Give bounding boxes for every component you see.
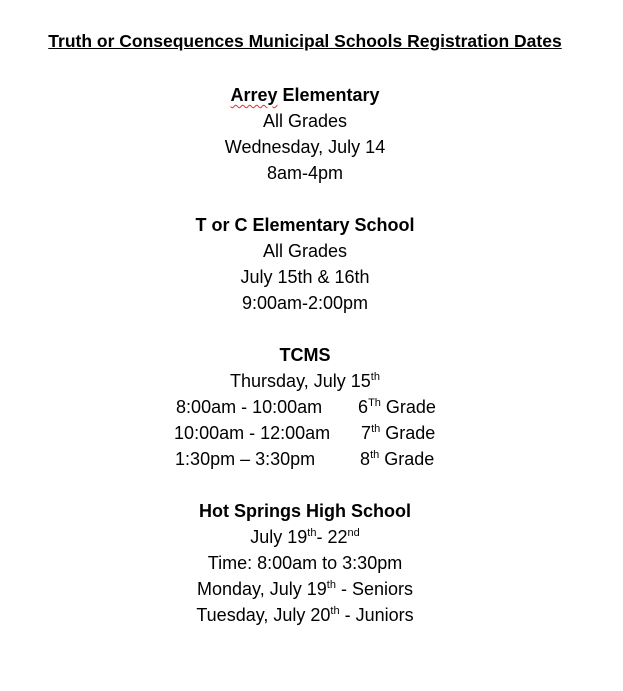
- hshs-date-range: [0, 524, 610, 550]
- range-start: July 19: [250, 527, 308, 547]
- tcms-heading: TCMS: [279, 345, 331, 365]
- spellcheck-word: Arrey: [230, 85, 278, 105]
- juniors-sup: th: [330, 605, 340, 617]
- seniors-sup: th: [326, 579, 336, 591]
- tcms-schedule: [174, 394, 436, 472]
- grade-number: 7: [361, 423, 372, 443]
- hshs-heading: Hot Springs High School: [199, 501, 411, 521]
- torc-hours: 9:00am-2:00pm: [241, 293, 369, 313]
- hshs-seniors: [0, 576, 610, 602]
- grade-word: Grade: [380, 397, 436, 417]
- grade-number: 8: [360, 449, 371, 469]
- arrey-grades: All Grades: [262, 111, 348, 131]
- schedule-time: 1:30pm – 3:30pm: [175, 449, 316, 469]
- range-start-sup: th: [307, 527, 317, 539]
- schedule-grade: [358, 397, 436, 417]
- grade-number: 6: [358, 397, 369, 417]
- torc-heading: T or C Elementary School: [195, 215, 415, 235]
- juniors-date: Tuesday, July 20: [196, 605, 331, 625]
- arrey-date: Wednesday, July 14: [224, 137, 386, 157]
- hshs-time: Time: 8:00am to 3:30pm: [207, 553, 403, 573]
- schedule-time: 10:00am - 12:00am: [174, 423, 331, 443]
- document-title: Truth or Consequences Municipal Schools Registration Dates: [48, 31, 562, 51]
- grade-sup: Th: [368, 397, 381, 409]
- grade-word: Grade: [379, 449, 435, 469]
- torc-elementary-section: [0, 212, 610, 316]
- schedule-row: [176, 394, 436, 420]
- arrey-hours: 8am-4pm: [266, 163, 344, 183]
- schedule-row: [175, 446, 436, 472]
- seniors-date: Monday, July 19: [197, 579, 327, 599]
- range-end: - 22: [316, 527, 348, 547]
- seniors-label: - Seniors: [335, 579, 413, 599]
- tcms-date-text: Thursday, July 15: [230, 371, 371, 391]
- hshs-juniors: [0, 602, 610, 628]
- juniors-label: - Juniors: [339, 605, 414, 625]
- arrey-heading: [0, 82, 610, 108]
- grade-sup: th: [370, 449, 380, 461]
- range-end-sup: nd: [347, 527, 360, 539]
- grade-word: Grade: [380, 423, 436, 443]
- schedule-time: 8:00am - 10:00am: [176, 397, 323, 417]
- tcms-date: [0, 368, 610, 394]
- tcms-section: [0, 342, 610, 472]
- grade-sup: th: [371, 423, 381, 435]
- schedule-grade: [360, 449, 434, 469]
- schedule-grade: [361, 423, 435, 443]
- arrey-heading-rest: Elementary: [277, 85, 380, 105]
- schedule-row: [174, 420, 436, 446]
- tcms-date-sup: th: [370, 371, 380, 383]
- torc-date: July 15th & 16th: [240, 267, 370, 287]
- arrey-elementary-section: [0, 82, 610, 186]
- torc-grades: All Grades: [262, 241, 348, 261]
- hot-springs-section: [0, 498, 610, 628]
